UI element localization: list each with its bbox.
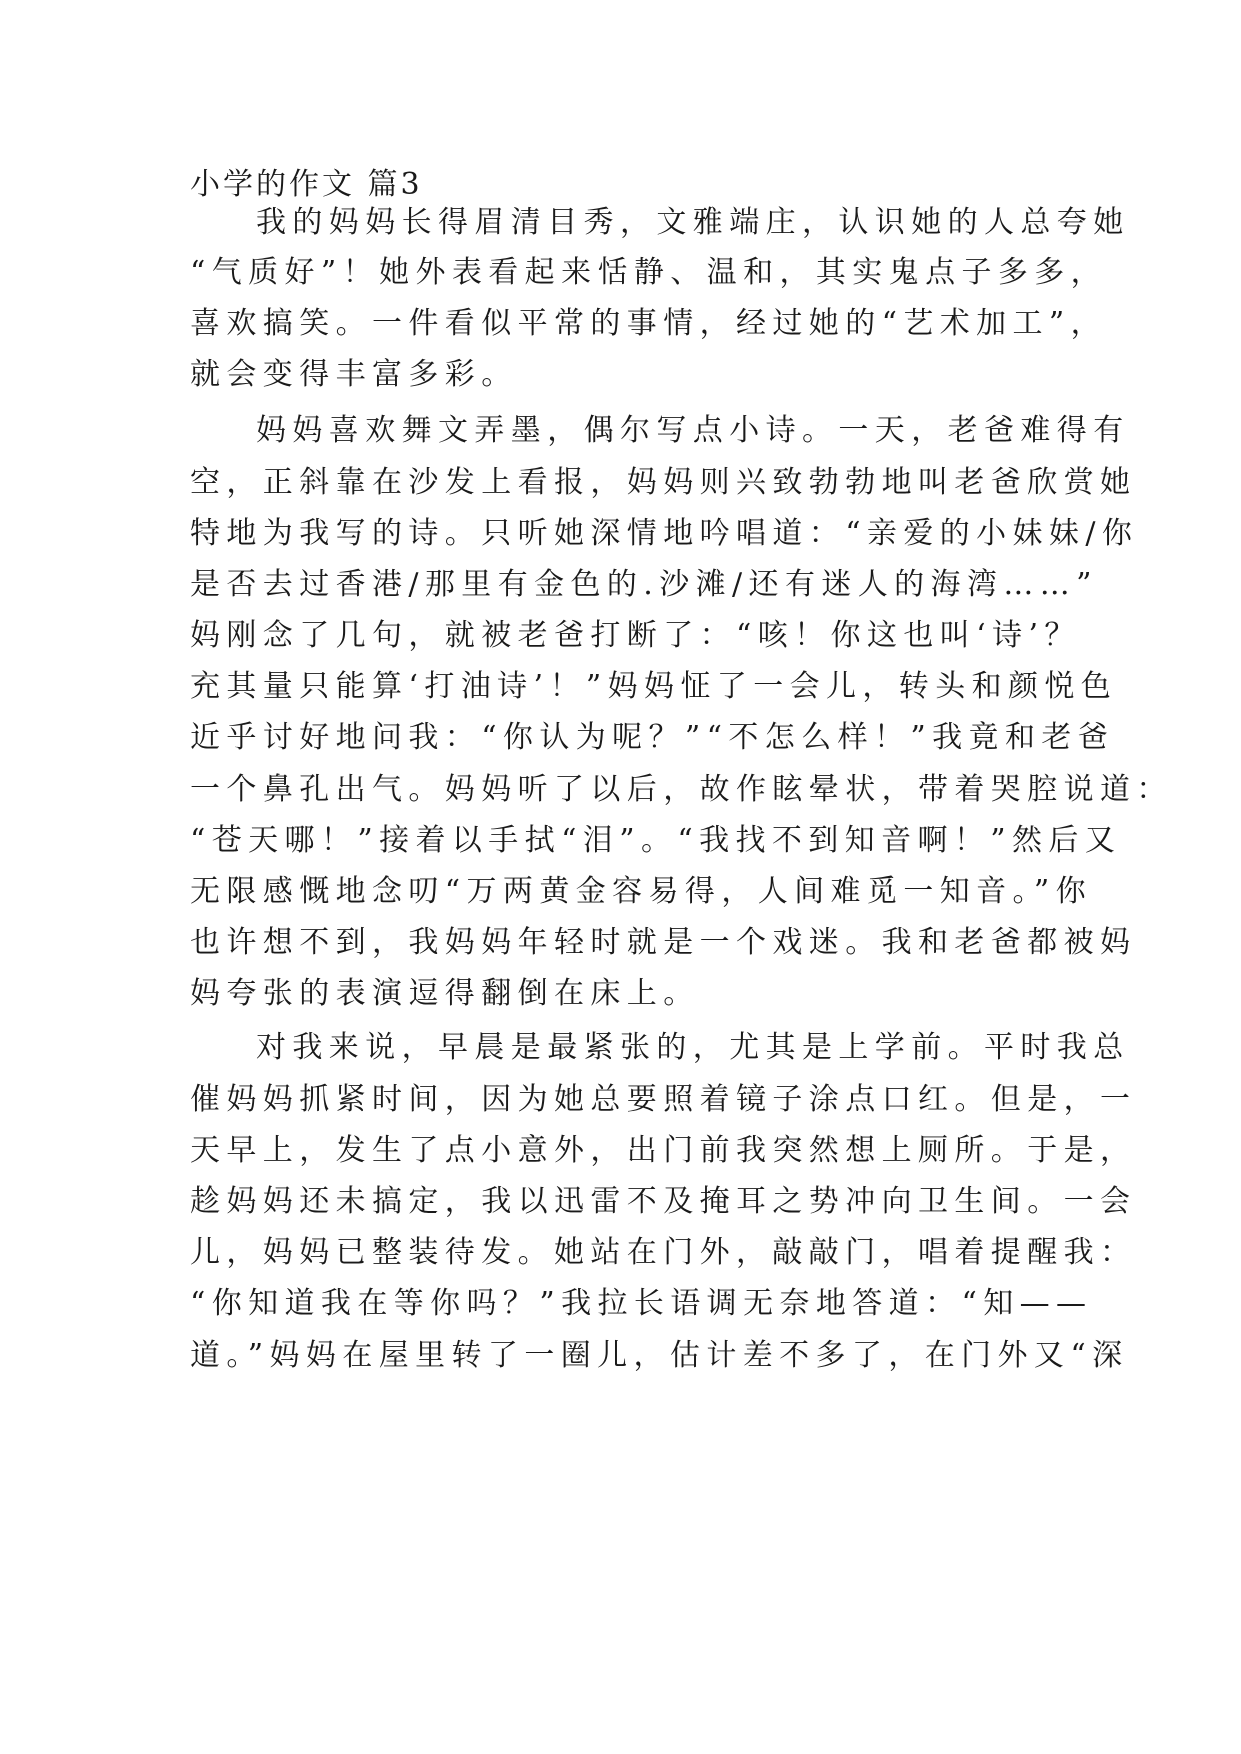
paragraph-3-line-4: 趁妈妈还未搞定，我以迅雷不及掩耳之势冲向卫生间。一会 — [190, 1184, 1137, 1219]
paragraph-2-line-8: 一个鼻孔出气。妈妈听了以后，故作眩晕状，带着哭腔说道： — [190, 772, 1173, 807]
paragraph-3-line-1: 对我来说，早晨是最紧张的，尤其是上学前。平时我总 — [256, 1030, 1130, 1065]
paragraph-1-line-3: 喜欢搞笑。一件看似平常的事情，经过她的“艺术加工”， — [190, 306, 1108, 341]
paragraph-2-line-11: 也许想不到，我妈妈年轻时就是一个戏迷。我和老爸都被妈 — [190, 925, 1137, 960]
paragraph-2-line-5: 妈刚念了几句，就被老爸打断了：“咳！你这也叫‘诗’？ — [190, 618, 1081, 653]
paragraph-2-line-1: 妈妈喜欢舞文弄墨，偶尔写点小诗。一天，老爸难得有 — [256, 413, 1130, 448]
paragraph-2-line-7: 近乎讨好地问我：“你认为呢？”“不怎么样！”我竟和老爸 — [190, 720, 1115, 755]
paragraph-2-line-4: 是否去过香港/那里有金色的.沙滩/还有迷人的海湾……” — [190, 567, 1098, 602]
paragraph-2-line-9: “苍天哪！”接着以手拭“泪”。“我找不到知音啊！”然后又 — [190, 823, 1122, 858]
paragraph-2-line-6: 充其量只能算‘打油诗’！”妈妈怔了一会儿，转头和颜悦色 — [190, 669, 1118, 704]
paragraph-2-line-12: 妈夸张的表演逗得翻倒在床上。 — [190, 976, 700, 1011]
document-title: 小学的作文 篇3 — [190, 167, 423, 202]
paragraph-3-line-6: “你知道我在等你吗？”我拉长语调无奈地答道：“知—— — [190, 1286, 1093, 1321]
paragraph-2-line-10: 无限感慨地念叨“万两黄金容易得，人间难觅一知音。”你 — [190, 874, 1093, 909]
paragraph-3-line-2: 催妈妈抓紧时间，因为她总要照着镜子涂点口红。但是，一 — [190, 1082, 1137, 1117]
paragraph-1-line-1: 我的妈妈长得眉清目秀，文雅端庄，认识她的人总夸她 — [256, 205, 1130, 240]
paragraph-1-line-2: “气质好”！她外表看起来恬静、温和，其实鬼点子多多， — [190, 255, 1108, 290]
paragraph-2-line-3: 特地为我写的诗。只听她深情地吟唱道：“亲爱的小妹妹/你 — [190, 516, 1139, 551]
paragraph-2-line-2: 空，正斜靠在沙发上看报，妈妈则兴致勃勃地叫老爸欣赏她 — [190, 465, 1137, 500]
paragraph-3-line-7: 道。”妈妈在屋里转了一圈儿，估计差不多了，在门外又“深 — [190, 1338, 1129, 1373]
paragraph-3-line-3: 天早上，发生了点小意外，出门前我突然想上厕所。于是， — [190, 1133, 1137, 1168]
paragraph-1-line-4: 就会变得丰富多彩。 — [190, 357, 518, 392]
paragraph-3-line-5: 儿，妈妈已整装待发。她站在门外，敲敲门，唱着提醒我： — [190, 1235, 1137, 1270]
